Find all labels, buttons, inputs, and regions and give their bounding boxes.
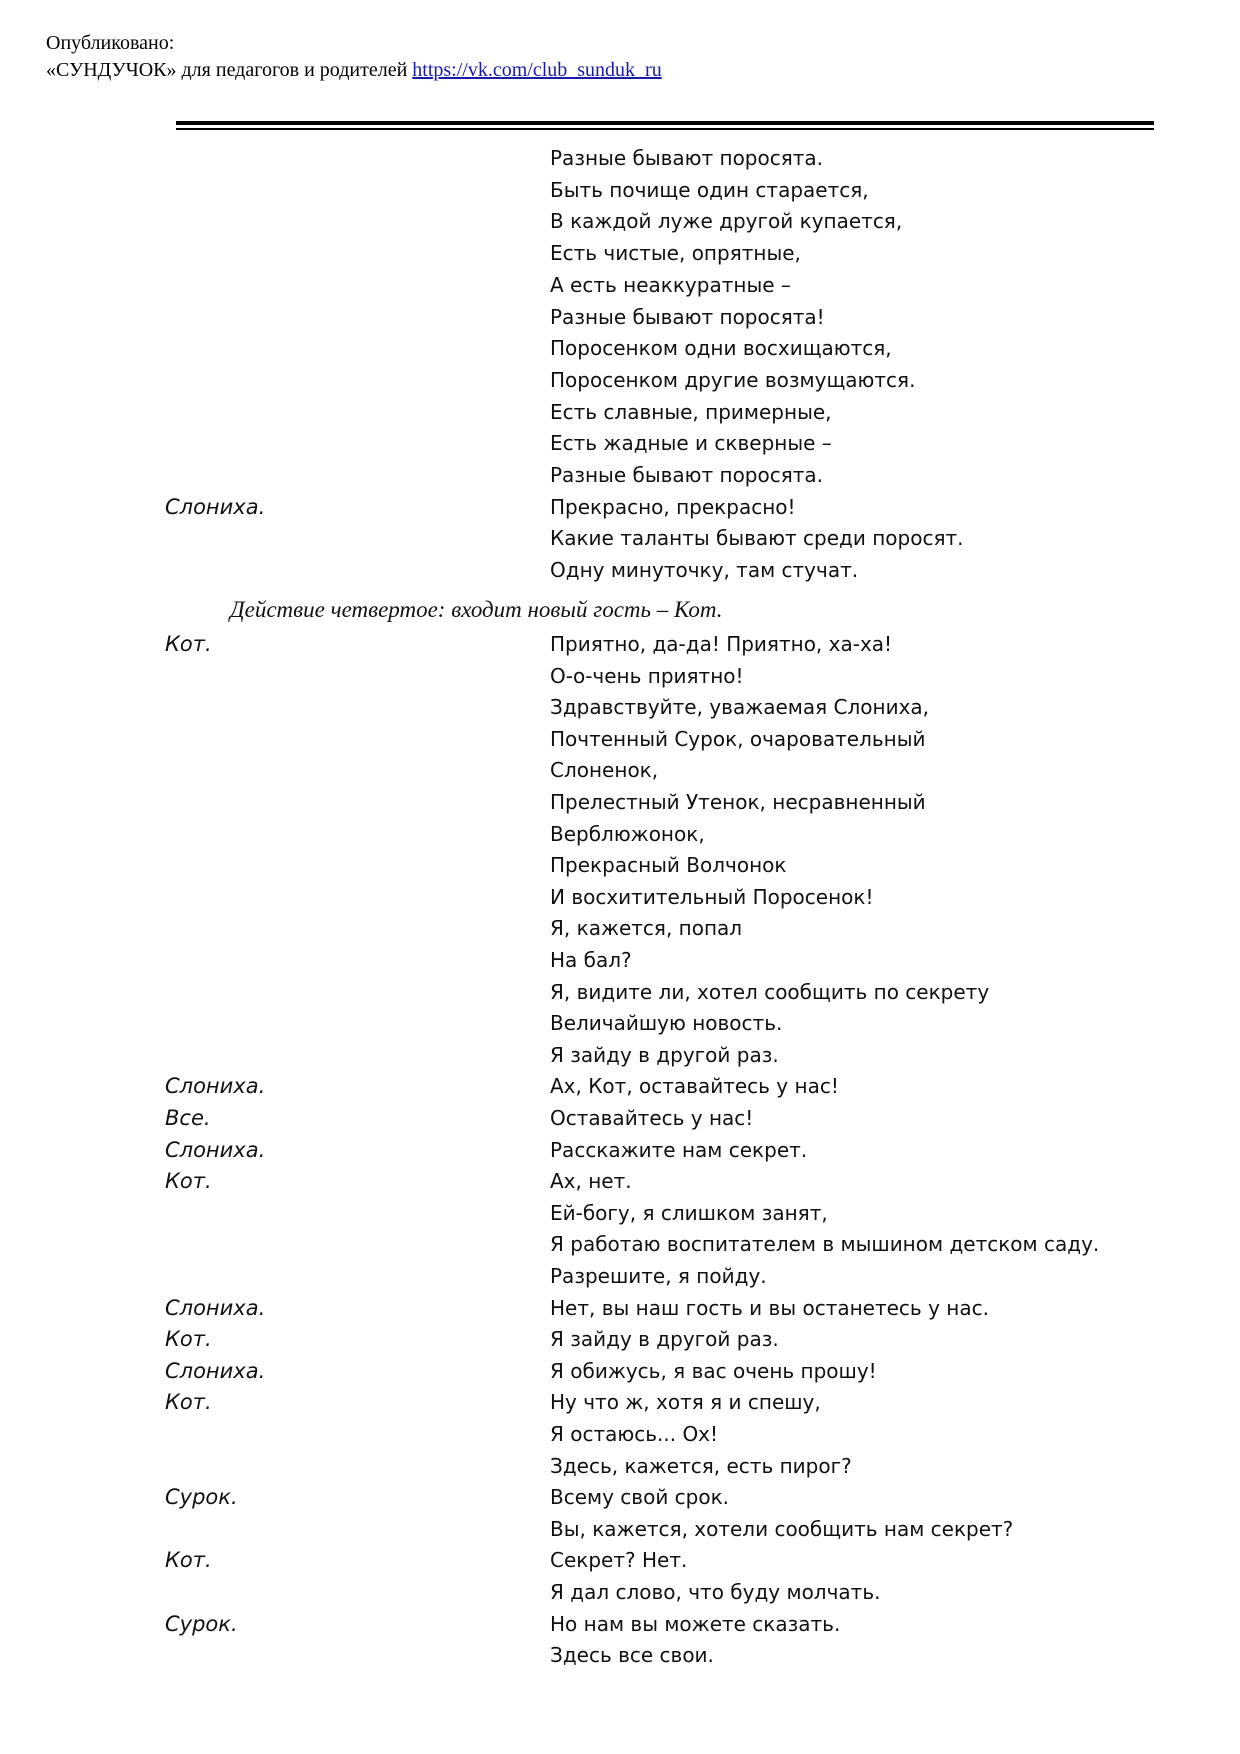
dialogue-line	[0, 463, 1240, 494]
publication-header	[46, 30, 662, 84]
dialogue-line	[0, 1485, 1240, 1516]
line-text: Прекрасный Волчонок	[550, 853, 787, 878]
dialogue-line	[0, 1169, 1240, 1200]
line-text: Ах, Кот, оставайтесь у нас!	[550, 1074, 839, 1099]
dialogue-line	[0, 146, 1240, 177]
speaker-name: Сурок.	[165, 1485, 238, 1510]
dialogue-line	[0, 758, 1240, 789]
dialogue-line	[0, 558, 1240, 589]
dialogue-line	[0, 273, 1240, 304]
line-text: Я дал слово, что буду молчать.	[550, 1580, 881, 1604]
dialogue-line	[0, 1138, 1240, 1169]
line-text: И восхитительный Поросенок!	[550, 884, 874, 909]
line-text: Я, кажется, попал	[550, 916, 743, 941]
dialogue-line	[0, 1106, 1240, 1137]
published-label: Опубликовано:	[46, 32, 175, 54]
line-text: Ну что ж, хотя я и спешу,	[550, 1390, 821, 1415]
publisher-text: «СУНДУЧОК» для педагогов и родителей	[46, 59, 408, 81]
line-text: Поросенком другие возмущаются.	[550, 367, 916, 392]
line-text: Верблюжонок,	[550, 821, 705, 846]
dialogue-line	[0, 400, 1240, 431]
speaker-name: Кот.	[165, 1390, 212, 1415]
line-text: Прекрасно, прекрасно!	[550, 494, 796, 519]
speaker-name: Кот.	[165, 1169, 212, 1194]
dialogue-line	[0, 1454, 1240, 1485]
line-text: Одну минуточку, там стучат.	[550, 558, 859, 583]
line-text: Быть почище один старается,	[550, 177, 869, 202]
dialogue-line	[0, 885, 1240, 916]
dialogue-line	[0, 1296, 1240, 1327]
dialogue-line	[0, 948, 1240, 979]
line-text: Нет, вы наш гость и вы останетесь у нас.	[550, 1295, 989, 1320]
dialogue-line	[0, 241, 1240, 272]
line-text: Я обижусь, я вас очень прошу!	[550, 1358, 877, 1383]
dialogue-line	[0, 431, 1240, 462]
dialogue-line	[0, 1264, 1240, 1295]
dialogue-line	[0, 916, 1240, 947]
line-text: Ей-богу, я слишком занят,	[550, 1200, 828, 1225]
line-text: Разные бывают поросята.	[550, 463, 824, 487]
line-text: Вы, кажется, хотели сообщить нам секрет?	[550, 1516, 1014, 1541]
speaker-name: Все.	[165, 1106, 211, 1130]
dialogue-line	[0, 336, 1240, 367]
line-text: Есть жадные и скверные –	[550, 431, 832, 456]
line-text: Есть чистые, опрятные,	[550, 241, 801, 266]
dialogue-line	[0, 980, 1240, 1011]
dialogue-line	[0, 1327, 1240, 1358]
line-text: Расскажите нам секрет.	[550, 1137, 808, 1162]
dialogue-line	[0, 695, 1240, 726]
dialogue-line	[0, 1390, 1240, 1421]
line-text: Слоненок,	[550, 758, 659, 783]
dialogue-line	[0, 1232, 1240, 1263]
dialogue-line	[0, 526, 1240, 557]
publisher-line	[46, 57, 662, 84]
stage-direction: Действие четвертое: входит новый гость – Кот.	[230, 597, 723, 622]
vk-link[interactable]: https://vk.com/club_sunduk_ru	[412, 59, 662, 81]
dialogue-line	[0, 1612, 1240, 1643]
line-text: Я зайду в другой раз.	[550, 1042, 779, 1067]
dialogue-line	[0, 305, 1240, 336]
line-text: Есть славные, примерные,	[550, 399, 832, 424]
line-text: Секрет? Нет.	[550, 1548, 688, 1573]
dialogue-line	[0, 1201, 1240, 1232]
dialogue-line	[0, 632, 1240, 663]
speaker-name: Слониха.	[165, 1295, 266, 1320]
line-text: Поросенком одни восхищаются,	[550, 336, 892, 361]
speaker-name: Слониха.	[165, 1137, 266, 1162]
dialogue-line	[0, 495, 1240, 526]
header-divider-thin	[176, 128, 1154, 130]
speaker-name: Слониха.	[165, 1358, 266, 1383]
speaker-name: Кот.	[165, 1327, 212, 1352]
dialogue-line	[0, 1643, 1240, 1674]
speaker-name: Кот.	[165, 632, 212, 656]
speaker-name: Слониха.	[165, 494, 266, 519]
dialogue-line	[0, 1548, 1240, 1579]
dialogue-line	[0, 1580, 1240, 1611]
dialogue-line	[0, 1359, 1240, 1390]
dialogue-line	[0, 790, 1240, 821]
line-text: Я, видите ли, хотел сообщить по секрету	[550, 979, 990, 1004]
line-text: Здесь все свои.	[550, 1643, 714, 1668]
line-text: Прелестный Утенок, несравненный	[550, 790, 926, 814]
dialogue-line	[0, 853, 1240, 884]
dialogue-line	[0, 1517, 1240, 1548]
line-text: Разрешите, я пойду.	[550, 1264, 767, 1288]
line-text: Оставайтесь у нас!	[550, 1106, 754, 1130]
line-text: Почтенный Сурок, очаровательный	[550, 726, 926, 751]
line-text: Я зайду в другой раз.	[550, 1327, 779, 1352]
speaker-name: Слониха.	[165, 1074, 266, 1099]
line-text: Ах, нет.	[550, 1169, 632, 1194]
line-text: Какие таланты бывают среди поросят.	[550, 526, 964, 551]
speaker-name: Сурок.	[165, 1611, 238, 1636]
line-text: В каждой луже другой купается,	[550, 209, 903, 234]
line-text: Здравствуйте, уважаемая Слониха,	[550, 695, 930, 720]
line-text: Всему свой срок.	[550, 1485, 730, 1510]
dialogue-line	[0, 1074, 1240, 1105]
dialogue-line	[0, 209, 1240, 240]
line-text: А есть неаккуратные –	[550, 272, 791, 297]
line-text: Я остаюсь... Ох!	[550, 1422, 719, 1446]
line-text: Но нам вы можете сказать.	[550, 1611, 841, 1636]
line-text: Приятно, да-да! Приятно, ха-ха!	[550, 632, 893, 656]
line-text: Разные бывают поросята!	[550, 304, 825, 329]
header-divider-thick	[176, 121, 1154, 125]
line-text: Я работаю воспитателем в мышином детском саду.	[550, 1232, 1100, 1257]
speaker-name: Кот.	[165, 1548, 212, 1573]
dialogue-line	[0, 178, 1240, 209]
dialogue-line	[0, 727, 1240, 758]
dialogue-line	[0, 1011, 1240, 1042]
line-text: На бал?	[550, 948, 632, 972]
dialogue-line	[0, 1043, 1240, 1074]
line-text: Величайшую новость.	[550, 1011, 783, 1036]
line-text: Здесь, кажется, есть пирог?	[550, 1453, 852, 1478]
dialogue-line	[0, 664, 1240, 695]
dialogue-line	[0, 822, 1240, 853]
dialogue-line	[0, 368, 1240, 399]
line-text: Разные бывают поросята.	[550, 146, 824, 170]
line-text: О-о-чень приятно!	[550, 663, 744, 688]
dialogue-line	[0, 1422, 1240, 1453]
